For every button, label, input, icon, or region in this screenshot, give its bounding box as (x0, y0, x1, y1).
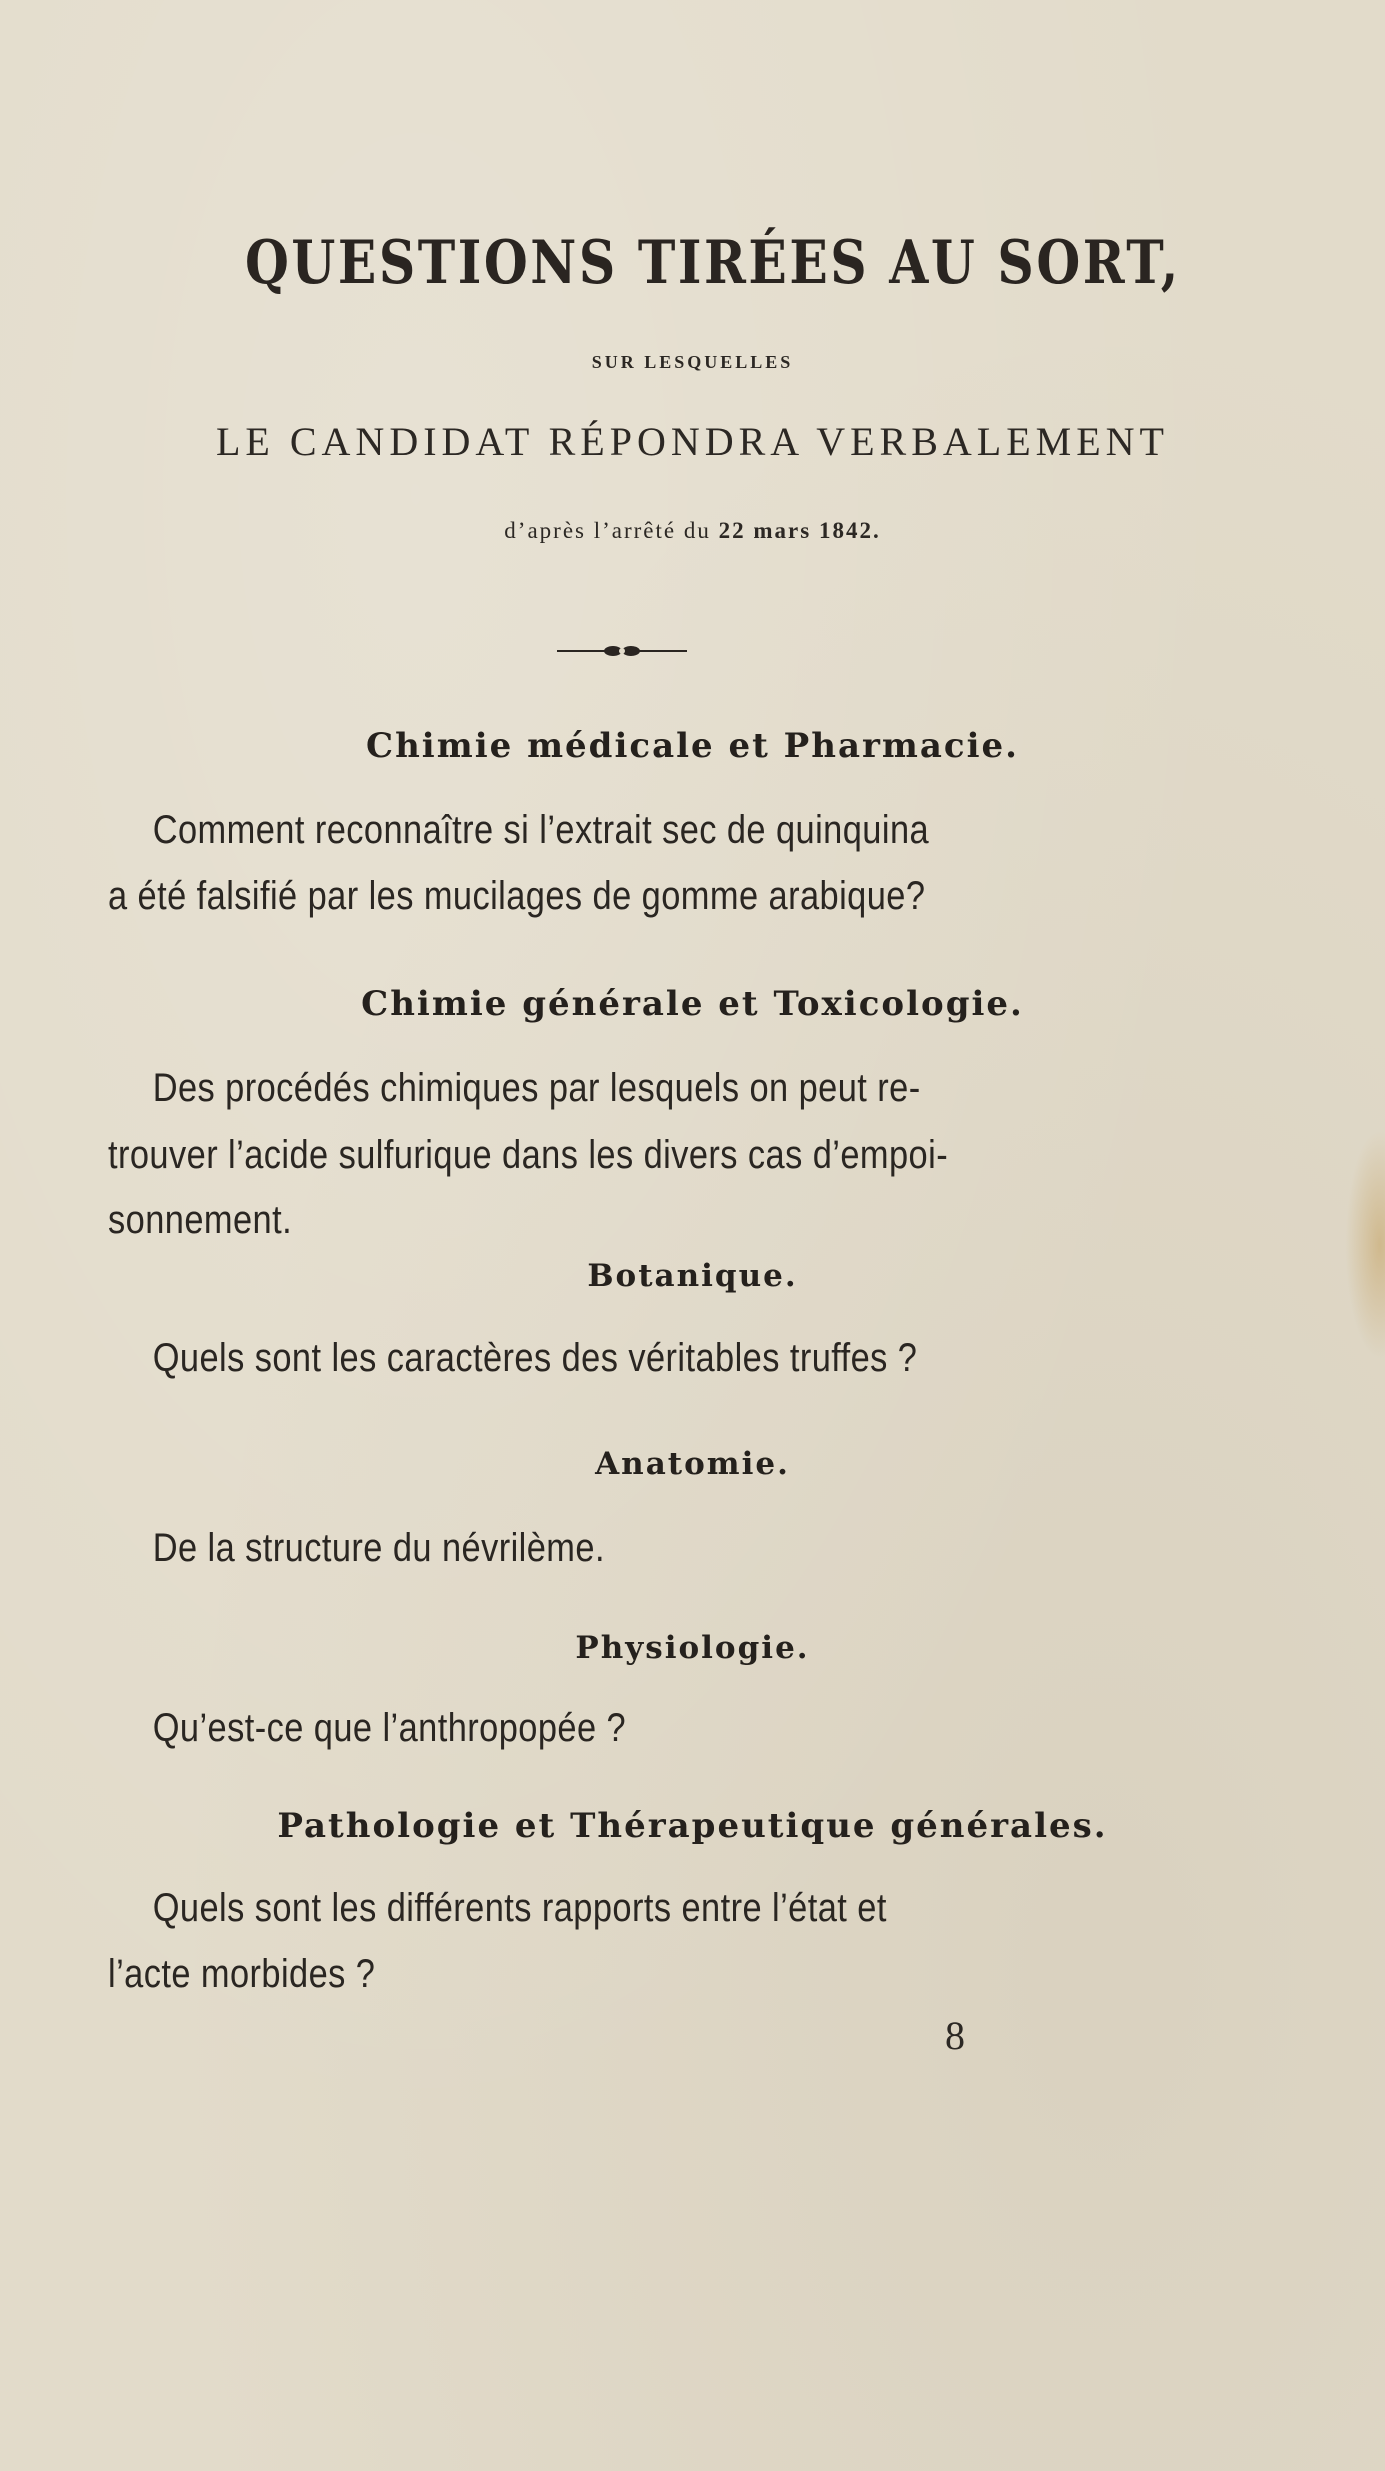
decree-date: 22 mars 1842. (718, 518, 881, 543)
subtitle-large: LE CANDIDAT RÉPONDRA VERBALEMENT (216, 419, 1169, 464)
question-line: Comment reconnaître si l’extrait sec de quinquina (152, 808, 930, 852)
page-title: QUESTIONS TIRÉES AU SORT, (245, 228, 1181, 298)
ornament-divider (557, 644, 687, 658)
section-heading-botanique: Botanique. (587, 1258, 798, 1294)
decree-prefix: d’après l’arrêté du (504, 518, 711, 543)
subtitle-small: SUR LESQUELLES (591, 352, 794, 372)
decree-line (0, 518, 1385, 544)
question-line: trouver l’acide sulfurique dans les divers cas d’empoi- (108, 1133, 949, 1177)
question-line: sonnement. (108, 1198, 293, 1242)
paper-stain (1345, 1130, 1385, 1360)
question-line: Quels sont les différents rapports entre l’état et (152, 1886, 887, 1930)
section-heading-chimie-generale: Chimie générale et Toxicologie. (361, 984, 1024, 1024)
section-heading-pathologie: Pathologie et Thérapeutique générales. (277, 1806, 1108, 1846)
question-line: l’acte morbides ? (108, 1952, 376, 1996)
section-heading-physiologie: Physiologie. (575, 1630, 810, 1666)
question-line: Qu’est-ce que l’anthropopée ? (152, 1706, 627, 1750)
question-line: Des procédés chimiques par lesquels on peut re- (152, 1066, 921, 1110)
section-heading-chimie-medicale: Chimie médicale et Pharmacie. (366, 726, 1019, 766)
question-line: De la structure du névrilème. (152, 1526, 605, 1570)
page-number: 8 (945, 2013, 965, 2058)
section-heading-anatomie: Anatomie. (595, 1446, 790, 1482)
question-line: a été falsifié par les mucilages de gomme arabique? (108, 874, 926, 918)
question-line: Quels sont les caractères des véritables truffes ? (152, 1336, 918, 1380)
